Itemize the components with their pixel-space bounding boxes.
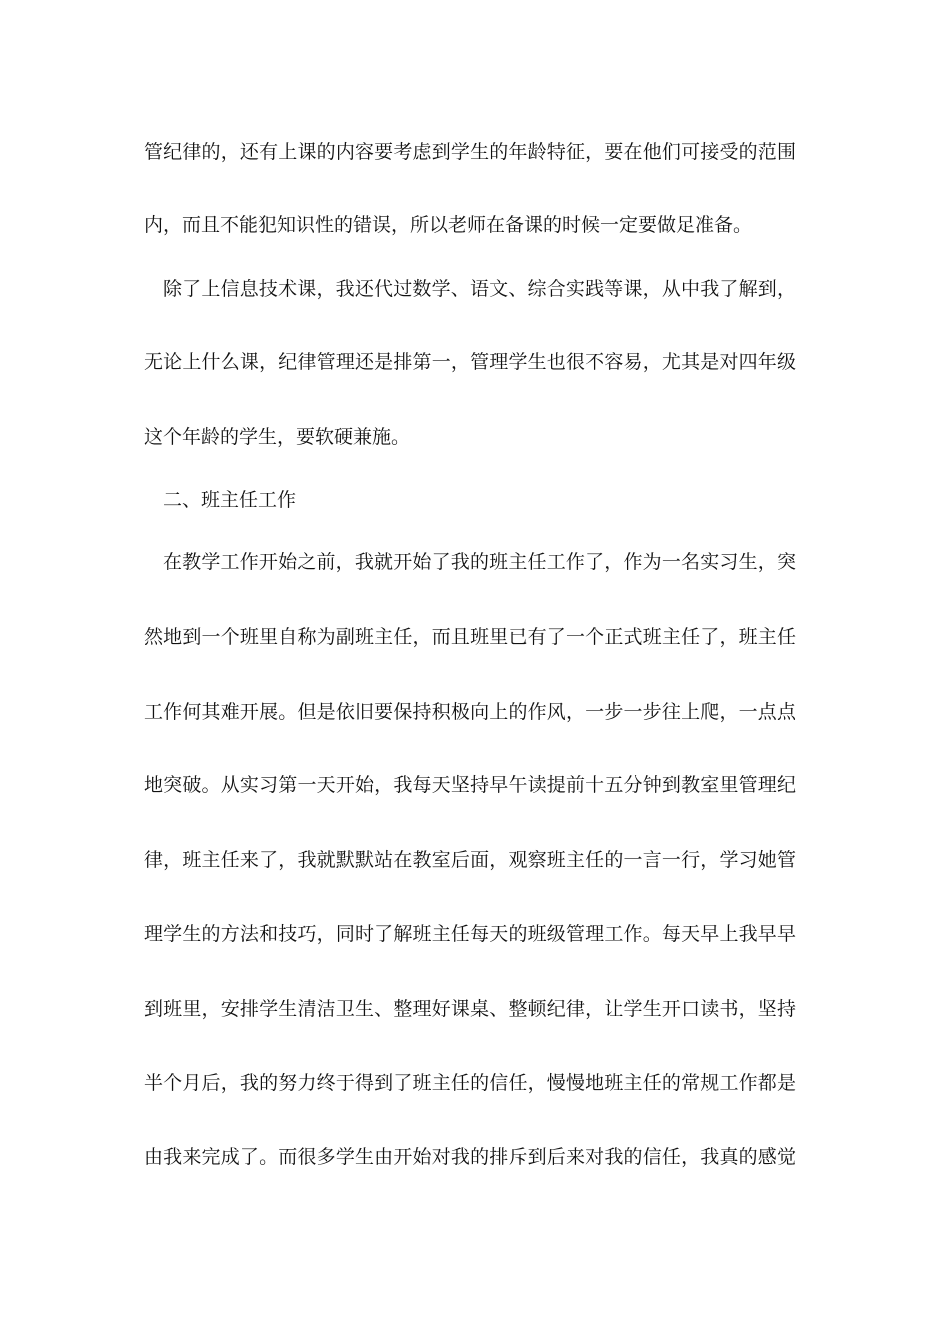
text-line-9: 工作何其难开展。但是依旧要保持积极向上的作风，一步一步往上爬，一点点 (144, 701, 796, 723)
text-line-5: 这个年龄的学生，要软硬兼施。 (144, 426, 411, 448)
text-line-10: 地突破。从实习第一天开始，我每天坚持早午读提前十五分钟到教室里管理纪 (144, 774, 796, 796)
text-line-15: 由我来完成了。而很多学生由开始对我的排斥到后来对我的信任，我真的感觉 (144, 1146, 796, 1168)
text-line-4: 无论上什么课，纪律管理还是排第一，管理学生也很不容易，尤其是对四年级 (144, 351, 796, 373)
text-line-14: 半个月后，我的努力终于得到了班主任的信任，慢慢地班主任的常规工作都是 (144, 1072, 796, 1094)
text-line-12: 理学生的方法和技巧，同时了解班主任每天的班级管理工作。每天早上我早早 (144, 923, 796, 945)
section-heading: 二、班主任工作 (163, 489, 297, 511)
text-line-3: 除了上信息技术课，我还代过数学、语文、综合实践等课，从中我了解到， (163, 278, 796, 300)
text-line-7: 在教学工作开始之前，我就开始了我的班主任工作了，作为一名实习生，突 (163, 551, 796, 573)
text-line-11: 律，班主任来了，我就默默站在教室后面，观察班主任的一言一行，学习她管 (144, 849, 796, 871)
text-line-1: 管纪律的，还有上课的内容要考虑到学生的年龄特征，要在他们可接受的范围 (144, 141, 796, 163)
text-line-13: 到班里，安排学生清洁卫生、整理好课桌、整顿纪律，让学生开口读书，坚持 (144, 998, 796, 1020)
text-line-2: 内，而且不能犯知识性的错误，所以老师在备课的时候一定要做足准备。 (144, 214, 753, 236)
text-line-8: 然地到一个班里自称为副班主任，而且班里已有了一个正式班主任了，班主任 (144, 626, 796, 648)
